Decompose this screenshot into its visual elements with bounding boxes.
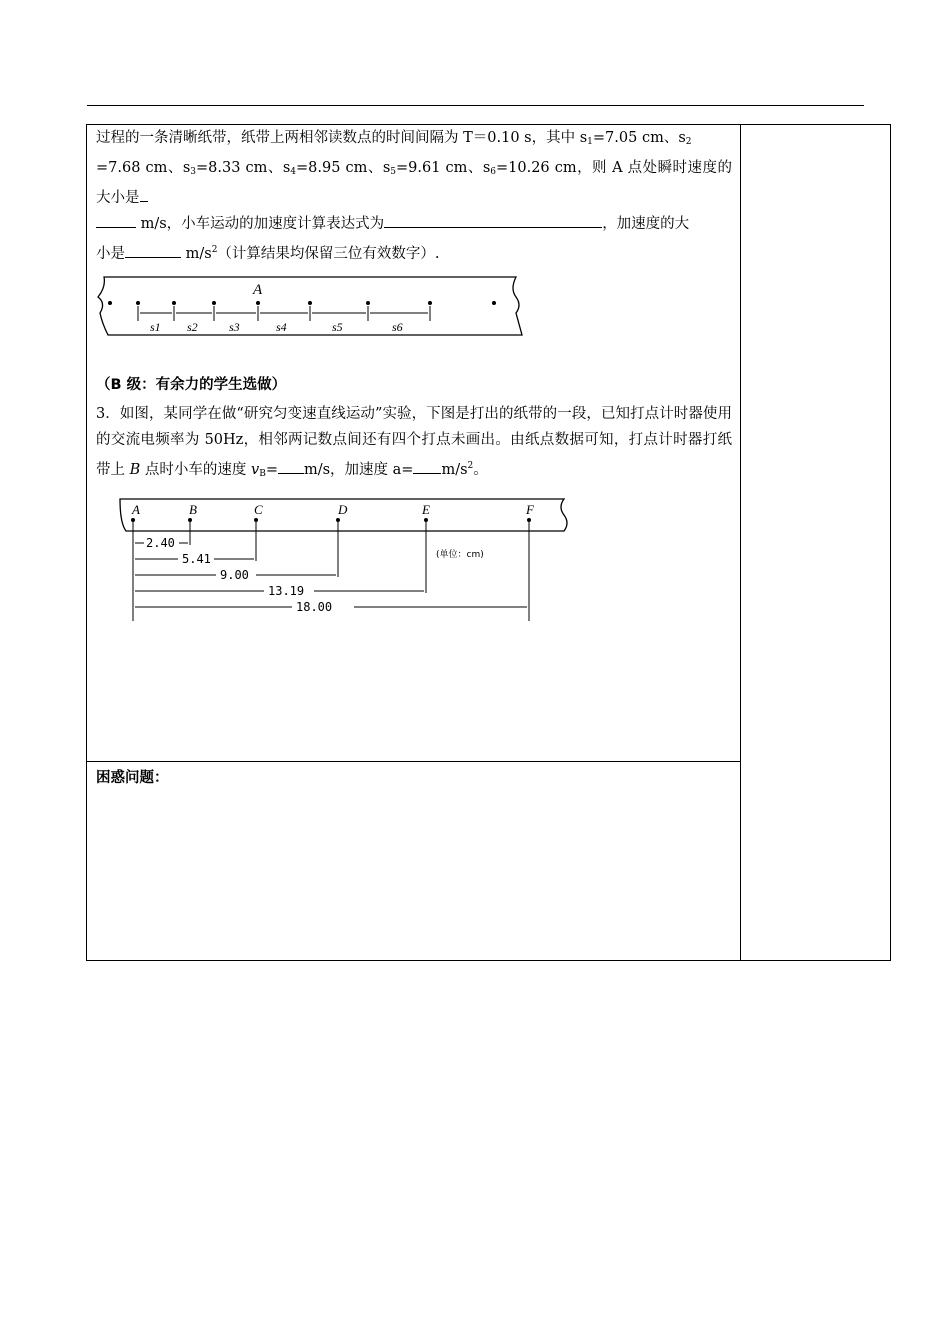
answer-blank-formula[interactable] (384, 213, 602, 228)
point-label-a: A (132, 502, 140, 517)
question-3-text: 3．如图，某同学在做“研究匀变速直线运动”实验，下图是打出的纸带的一段，已知打点计时器使用的交流电频率为 50Hz，相邻两记数点间还有四个打点未画出。由纸点数据可知，打点计时器打纸带上 B 点时小车的速度 $v_B= m/s$，加速度 $a= m/s^2$。 (96, 406, 732, 479)
answer-blank-acceleration[interactable] (125, 243, 181, 258)
segment-s6: s6 (392, 320, 403, 334)
answer-blank-a[interactable] (413, 459, 441, 474)
tape-dots (131, 518, 531, 522)
tape-dot (136, 301, 140, 305)
tape-dot (492, 301, 496, 305)
confusion-cell (87, 762, 741, 961)
distance-af: 18.00 (296, 600, 333, 614)
point-a-label: A (253, 282, 263, 298)
answer-blank-velocity-a-cont[interactable] (96, 213, 136, 228)
tape-dot (428, 301, 432, 305)
point-label-e: E (422, 502, 430, 517)
unit-note: (单位：cm) (436, 550, 484, 560)
distance-ac: 5.41 (182, 552, 211, 566)
answer-blank-velocity-a[interactable] (140, 187, 148, 202)
segment-s4: s4 (276, 320, 287, 334)
segment-labels (150, 320, 403, 334)
segment-s5: s5 (332, 320, 343, 334)
segment-ticks (138, 306, 430, 321)
tape-dots (108, 301, 496, 305)
side-notes-column (741, 125, 891, 961)
distance-ab: 2.40 (146, 536, 175, 550)
distance-ad: 9.00 (220, 568, 249, 582)
point-label-f: F (526, 502, 534, 517)
tape-dot (366, 301, 370, 305)
question-2-text: 过程的一条清晰纸带，纸带上两相邻读数点的时间间隔为 T＝0.10 s，其中 $s_1=7.05$ cm、$s_2$ =7.68 cm、$s_3=8.33$ cm、$s_4=8.95$ cm、$s_5=9.61$ cm、$s_6=10.26$ cm，则 A 点处瞬时速度的大小是 m/s，小车运动的加速度计算表达式为 ，加速度的大 小是 $m/s^2$（计算结果均保留三位有效数字）. (96, 130, 732, 262)
exercise-cell (87, 125, 741, 762)
point-label-d: D (338, 502, 348, 517)
worksheet-table (86, 124, 891, 961)
tape-dot (108, 301, 112, 305)
tape-dot (212, 301, 216, 305)
paper-tape-figure-1 (96, 273, 526, 339)
confusion-label: 困惑问题： (96, 770, 169, 786)
tape-dot (308, 301, 312, 305)
paper-tape-figure-2 (116, 495, 576, 625)
tape-dot (256, 301, 260, 305)
point-label-b: B (189, 502, 197, 517)
segment-s3: s3 (229, 320, 240, 334)
section-b-heading: （B 级：有余力的学生选做） (96, 377, 287, 393)
tape-dot (172, 301, 176, 305)
point-label-c: C (254, 502, 263, 517)
answer-blank-vb[interactable] (278, 459, 304, 474)
header-rule (87, 105, 864, 106)
segment-s1: s1 (150, 320, 161, 334)
distance-ae: 13.19 (268, 584, 305, 598)
segment-s2: s2 (187, 320, 198, 334)
point-labels (131, 502, 535, 517)
